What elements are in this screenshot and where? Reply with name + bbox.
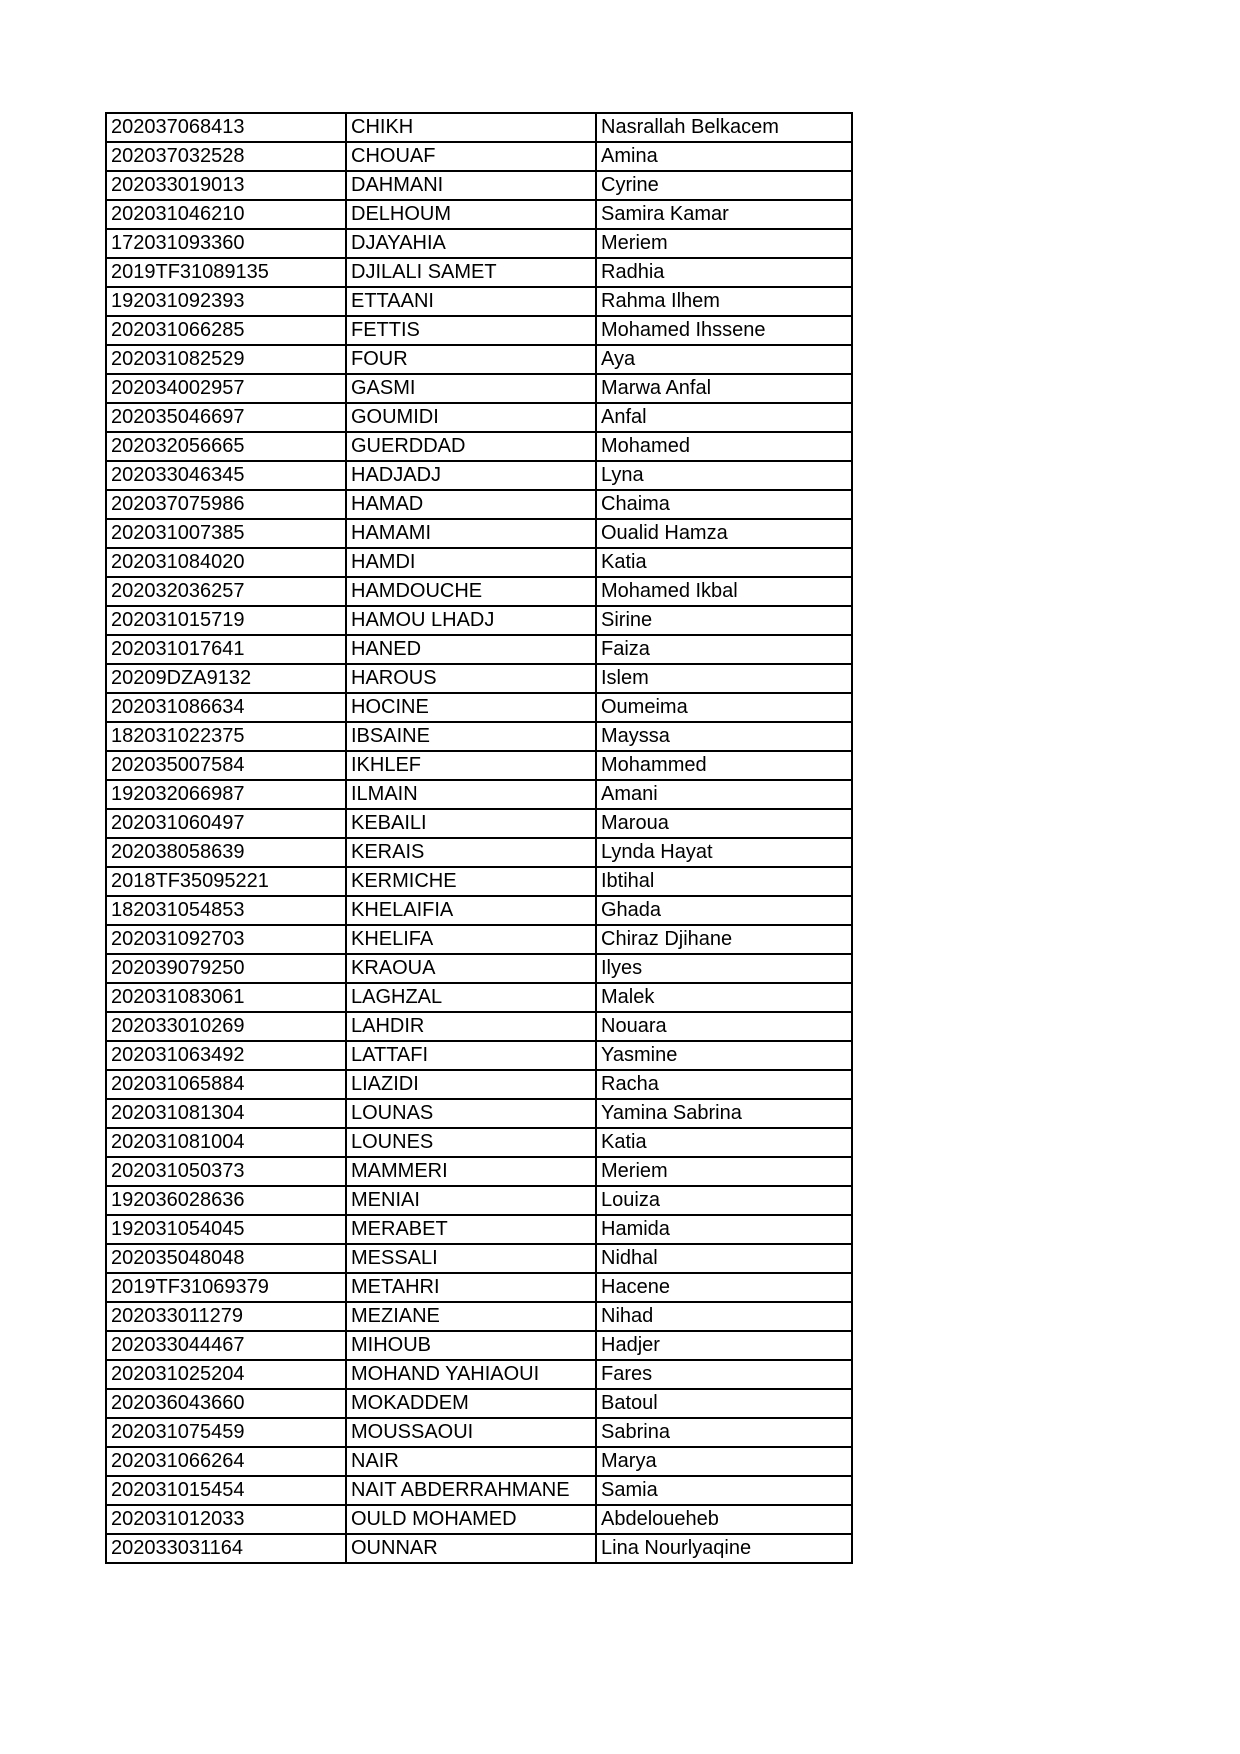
last-name-cell: HAROUS	[346, 664, 596, 693]
first-name-cell: Marya	[596, 1447, 852, 1476]
table-row	[106, 983, 852, 1012]
first-name-cell: Samira Kamar	[596, 200, 852, 229]
first-name-cell: Sirine	[596, 606, 852, 635]
first-name-cell: Katia	[596, 1128, 852, 1157]
last-name-cell: DJILALI SAMET	[346, 258, 596, 287]
student-id-cell: 202031081304	[106, 1099, 346, 1128]
student-id-cell: 202031060497	[106, 809, 346, 838]
first-name-cell: Oumeima	[596, 693, 852, 722]
last-name-cell: IBSAINE	[346, 722, 596, 751]
first-name-cell: Yasmine	[596, 1041, 852, 1070]
last-name-cell: MOUSSAOUI	[346, 1418, 596, 1447]
table-row	[106, 722, 852, 751]
first-name-cell: Oualid Hamza	[596, 519, 852, 548]
last-name-cell: MENIAI	[346, 1186, 596, 1215]
table-row	[106, 490, 852, 519]
table-row	[106, 1128, 852, 1157]
last-name-cell: KRAOUA	[346, 954, 596, 983]
table-row	[106, 432, 852, 461]
first-name-cell: Mohamed	[596, 432, 852, 461]
last-name-cell: MOHAND YAHIAOUI	[346, 1360, 596, 1389]
table-row	[106, 1157, 852, 1186]
student-id-cell: 202031025204	[106, 1360, 346, 1389]
first-name-cell: Ilyes	[596, 954, 852, 983]
table-row	[106, 142, 852, 171]
first-name-cell: Mohammed	[596, 751, 852, 780]
table-row	[106, 1389, 852, 1418]
table-row	[106, 577, 852, 606]
first-name-cell: Nouara	[596, 1012, 852, 1041]
last-name-cell: KERAIS	[346, 838, 596, 867]
student-id-cell: 172031093360	[106, 229, 346, 258]
table-row	[106, 171, 852, 200]
table-row	[106, 200, 852, 229]
first-name-cell: Anfal	[596, 403, 852, 432]
first-name-cell: Racha	[596, 1070, 852, 1099]
first-name-cell: Meriem	[596, 229, 852, 258]
table-row	[106, 1447, 852, 1476]
first-name-cell: Nasrallah Belkacem	[596, 113, 852, 142]
student-id-cell: 2019TF31069379	[106, 1273, 346, 1302]
student-id-cell: 202031015719	[106, 606, 346, 635]
first-name-cell: Faiza	[596, 635, 852, 664]
last-name-cell: ILMAIN	[346, 780, 596, 809]
student-id-cell: 202033044467	[106, 1331, 346, 1360]
student-id-cell: 202031012033	[106, 1505, 346, 1534]
last-name-cell: GUERDDAD	[346, 432, 596, 461]
table-row	[106, 751, 852, 780]
last-name-cell: FOUR	[346, 345, 596, 374]
table-row	[106, 1331, 852, 1360]
table-row	[106, 374, 852, 403]
first-name-cell: Aya	[596, 345, 852, 374]
student-id-cell: 202031092703	[106, 925, 346, 954]
first-name-cell: Samia	[596, 1476, 852, 1505]
last-name-cell: ETTAANI	[346, 287, 596, 316]
first-name-cell: Chiraz Djihane	[596, 925, 852, 954]
last-name-cell: MERABET	[346, 1215, 596, 1244]
table-row	[106, 1534, 852, 1563]
student-id-cell: 202033019013	[106, 171, 346, 200]
last-name-cell: GASMI	[346, 374, 596, 403]
student-id-cell: 20209DZA9132	[106, 664, 346, 693]
student-id-cell: 202039079250	[106, 954, 346, 983]
student-id-cell: 202034002957	[106, 374, 346, 403]
last-name-cell: CHOUAF	[346, 142, 596, 171]
student-id-cell: 202031083061	[106, 983, 346, 1012]
last-name-cell: HANED	[346, 635, 596, 664]
first-name-cell: Marwa Anfal	[596, 374, 852, 403]
first-name-cell: Nidhal	[596, 1244, 852, 1273]
last-name-cell: NAIT ABDERRAHMANE	[346, 1476, 596, 1505]
last-name-cell: MIHOUB	[346, 1331, 596, 1360]
first-name-cell: Amani	[596, 780, 852, 809]
first-name-cell: Maroua	[596, 809, 852, 838]
student-id-cell: 202033011279	[106, 1302, 346, 1331]
table-row	[106, 867, 852, 896]
student-id-cell: 202031063492	[106, 1041, 346, 1070]
student-id-cell: 202033031164	[106, 1534, 346, 1563]
student-id-cell: 192036028636	[106, 1186, 346, 1215]
table-row	[106, 809, 852, 838]
student-id-cell: 202035046697	[106, 403, 346, 432]
student-id-cell: 202037032528	[106, 142, 346, 171]
table-row	[106, 1302, 852, 1331]
first-name-cell: Radhia	[596, 258, 852, 287]
table-row	[106, 925, 852, 954]
last-name-cell: LATTAFI	[346, 1041, 596, 1070]
last-name-cell: MOKADDEM	[346, 1389, 596, 1418]
first-name-cell: Mayssa	[596, 722, 852, 751]
table-row	[106, 1215, 852, 1244]
last-name-cell: IKHLEF	[346, 751, 596, 780]
student-id-cell: 202031082529	[106, 345, 346, 374]
student-id-cell: 202031084020	[106, 548, 346, 577]
last-name-cell: LOUNAS	[346, 1099, 596, 1128]
first-name-cell: Abdeloueheb	[596, 1505, 852, 1534]
first-name-cell: Ghada	[596, 896, 852, 925]
last-name-cell: MAMMERI	[346, 1157, 596, 1186]
last-name-cell: MEZIANE	[346, 1302, 596, 1331]
table-row	[106, 548, 852, 577]
table-row	[106, 1070, 852, 1099]
student-id-cell: 202038058639	[106, 838, 346, 867]
last-name-cell: HAMOU LHADJ	[346, 606, 596, 635]
last-name-cell: MESSALI	[346, 1244, 596, 1273]
last-name-cell: DELHOUM	[346, 200, 596, 229]
last-name-cell: KHELIFA	[346, 925, 596, 954]
first-name-cell: Hadjer	[596, 1331, 852, 1360]
first-name-cell: Lina Nourlyaqine	[596, 1534, 852, 1563]
table-row	[106, 403, 852, 432]
student-id-cell: 202031066264	[106, 1447, 346, 1476]
student-id-cell: 202036043660	[106, 1389, 346, 1418]
first-name-cell: Islem	[596, 664, 852, 693]
last-name-cell: METAHRI	[346, 1273, 596, 1302]
last-name-cell: GOUMIDI	[346, 403, 596, 432]
last-name-cell: NAIR	[346, 1447, 596, 1476]
last-name-cell: HAMAMI	[346, 519, 596, 548]
student-id-cell: 202037075986	[106, 490, 346, 519]
student-id-cell: 202031017641	[106, 635, 346, 664]
last-name-cell: OULD MOHAMED	[346, 1505, 596, 1534]
last-name-cell: FETTIS	[346, 316, 596, 345]
student-id-cell: 202031015454	[106, 1476, 346, 1505]
student-id-cell: 192032066987	[106, 780, 346, 809]
student-id-cell: 202035007584	[106, 751, 346, 780]
last-name-cell: LAGHZAL	[346, 983, 596, 1012]
last-name-cell: KERMICHE	[346, 867, 596, 896]
last-name-cell: KEBAILI	[346, 809, 596, 838]
table-row	[106, 1418, 852, 1447]
table-row	[106, 635, 852, 664]
first-name-cell: Yamina Sabrina	[596, 1099, 852, 1128]
student-id-cell: 2019TF31089135	[106, 258, 346, 287]
student-id-cell: 202033046345	[106, 461, 346, 490]
student-id-cell: 202032056665	[106, 432, 346, 461]
table-row	[106, 519, 852, 548]
table-row	[106, 954, 852, 983]
student-id-cell: 202033010269	[106, 1012, 346, 1041]
table-row	[106, 1244, 852, 1273]
table-row	[106, 229, 852, 258]
first-name-cell: Fares	[596, 1360, 852, 1389]
last-name-cell: OUNNAR	[346, 1534, 596, 1563]
table-row	[106, 1273, 852, 1302]
student-id-cell: 202031066285	[106, 316, 346, 345]
last-name-cell: KHELAIFIA	[346, 896, 596, 925]
first-name-cell: Lynda Hayat	[596, 838, 852, 867]
last-name-cell: DAHMANI	[346, 171, 596, 200]
last-name-cell: LAHDIR	[346, 1012, 596, 1041]
table-row	[106, 461, 852, 490]
first-name-cell: Hacene	[596, 1273, 852, 1302]
table-row	[106, 258, 852, 287]
student-id-cell: 202031075459	[106, 1418, 346, 1447]
student-id-cell: 192031092393	[106, 287, 346, 316]
table-row	[106, 1012, 852, 1041]
student-id-cell: 202035048048	[106, 1244, 346, 1273]
student-id-cell: 182031054853	[106, 896, 346, 925]
first-name-cell: Nihad	[596, 1302, 852, 1331]
first-name-cell: Louiza	[596, 1186, 852, 1215]
student-id-cell: 202031046210	[106, 200, 346, 229]
student-table	[105, 112, 853, 1564]
table-row	[106, 345, 852, 374]
table-row	[106, 1186, 852, 1215]
first-name-cell: Lyna	[596, 461, 852, 490]
first-name-cell: Sabrina	[596, 1418, 852, 1447]
table-row	[106, 113, 852, 142]
student-id-cell: 182031022375	[106, 722, 346, 751]
student-id-cell: 202031081004	[106, 1128, 346, 1157]
student-id-cell: 202032036257	[106, 577, 346, 606]
last-name-cell: HAMAD	[346, 490, 596, 519]
first-name-cell: Malek	[596, 983, 852, 1012]
first-name-cell: Mohamed Ikbal	[596, 577, 852, 606]
first-name-cell: Hamida	[596, 1215, 852, 1244]
last-name-cell: LIAZIDI	[346, 1070, 596, 1099]
last-name-cell: HAMDOUCHE	[346, 577, 596, 606]
first-name-cell: Batoul	[596, 1389, 852, 1418]
last-name-cell: HAMDI	[346, 548, 596, 577]
student-id-cell: 202031007385	[106, 519, 346, 548]
table-row	[106, 838, 852, 867]
student-table-body	[106, 113, 852, 1563]
first-name-cell: Katia	[596, 548, 852, 577]
table-row	[106, 606, 852, 635]
table-row	[106, 664, 852, 693]
last-name-cell: LOUNES	[346, 1128, 596, 1157]
first-name-cell: Meriem	[596, 1157, 852, 1186]
student-id-cell: 192031054045	[106, 1215, 346, 1244]
last-name-cell: HADJADJ	[346, 461, 596, 490]
student-id-cell: 202031065884	[106, 1070, 346, 1099]
last-name-cell: CHIKH	[346, 113, 596, 142]
table-row	[106, 1505, 852, 1534]
student-id-cell: 202031050373	[106, 1157, 346, 1186]
table-row	[106, 287, 852, 316]
table-row	[106, 1360, 852, 1389]
first-name-cell: Ibtihal	[596, 867, 852, 896]
table-row	[106, 1041, 852, 1070]
table-row	[106, 316, 852, 345]
first-name-cell: Mohamed Ihssene	[596, 316, 852, 345]
student-id-cell: 202031086634	[106, 693, 346, 722]
table-row	[106, 780, 852, 809]
first-name-cell: Cyrine	[596, 171, 852, 200]
first-name-cell: Chaima	[596, 490, 852, 519]
table-row	[106, 1099, 852, 1128]
student-id-cell: 202037068413	[106, 113, 346, 142]
table-row	[106, 896, 852, 925]
first-name-cell: Amina	[596, 142, 852, 171]
table-row	[106, 1476, 852, 1505]
first-name-cell: Rahma Ilhem	[596, 287, 852, 316]
last-name-cell: DJAYAHIA	[346, 229, 596, 258]
student-id-cell: 2018TF35095221	[106, 867, 346, 896]
last-name-cell: HOCINE	[346, 693, 596, 722]
table-row	[106, 693, 852, 722]
